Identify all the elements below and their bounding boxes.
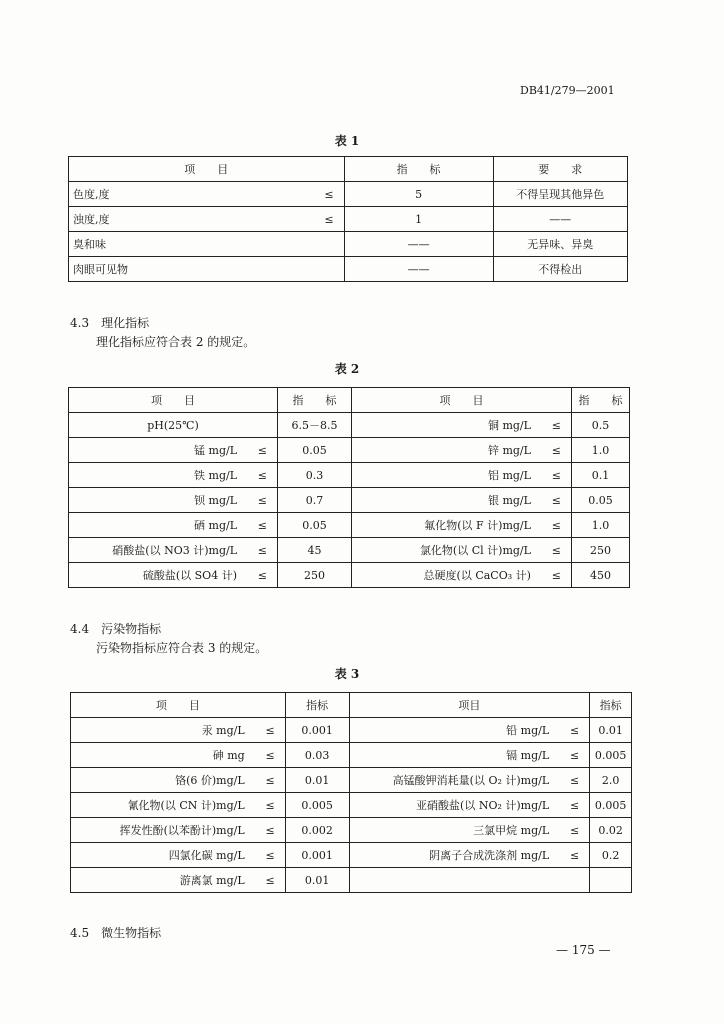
- table-row: [69, 413, 630, 438]
- table2-left-op: ≤: [241, 513, 278, 538]
- table3-left-value: 0.001: [285, 718, 349, 743]
- table2-left-value: 0.05: [278, 513, 352, 538]
- table-row: [69, 538, 630, 563]
- table2-left-value: 0.05: [278, 438, 352, 463]
- table1-item: 色度,度: [69, 182, 308, 207]
- table3-right-value: 0.005: [590, 793, 632, 818]
- table3-right-value: 0.02: [590, 818, 632, 843]
- table2-left-item: pH(25℃): [69, 413, 278, 438]
- table3-right-item: 三氯甲烷 mg/L: [349, 818, 553, 843]
- table2-left-value: 250: [278, 563, 352, 588]
- table2-right-op: ≤: [535, 563, 572, 588]
- table-row: [71, 793, 632, 818]
- table2-right-op: ≤: [535, 463, 572, 488]
- table2-right-item: 锌 mg/L: [352, 438, 535, 463]
- table3-left-op: ≤: [249, 818, 286, 843]
- table1-op: [308, 232, 345, 257]
- document-code: DB41/279—2001: [520, 84, 615, 97]
- table2-right-item: 氟化物(以 F 计)mg/L: [352, 513, 535, 538]
- table3-left-op: ≤: [249, 843, 286, 868]
- table3-right-op: ≤: [553, 768, 590, 793]
- table1-header: 项 目: [69, 157, 345, 182]
- table1-value: 1: [344, 207, 493, 232]
- table2-right-op: ≤: [535, 538, 572, 563]
- page-number: — 175 —: [556, 943, 611, 957]
- table2-right-value: 450: [571, 563, 629, 588]
- table2-right-value: 1.0: [571, 513, 629, 538]
- table3-right-value: 0.01: [590, 718, 632, 743]
- table3-right-op: ≤: [553, 793, 590, 818]
- table-row: [69, 438, 630, 463]
- section-4-3-text: 理化指标应符合表 2 的规定。: [96, 335, 256, 349]
- table3-left-item: 汞 mg/L: [71, 718, 249, 743]
- table-row: [69, 207, 628, 232]
- table2-right-value: 0.05: [571, 488, 629, 513]
- table1-value: ——: [344, 232, 493, 257]
- table2-left-op: ≤: [241, 463, 278, 488]
- table-row: [71, 768, 632, 793]
- table2-left-value: 0.7: [278, 488, 352, 513]
- table2-right-item: 总硬度(以 CaCO₃ 计): [352, 563, 535, 588]
- table3-right-item: [349, 868, 553, 893]
- table1-op: ≤: [308, 182, 345, 207]
- table-row: [69, 257, 628, 282]
- table2-left-op: ≤: [241, 563, 278, 588]
- table2-right-item: 银 mg/L: [352, 488, 535, 513]
- table3-left-op: ≤: [249, 793, 286, 818]
- table3-left-value: 0.03: [285, 743, 349, 768]
- table-row: [71, 868, 632, 893]
- table2-header: 项 目: [352, 388, 572, 413]
- table1-req: 不得呈现其他异色: [493, 182, 627, 207]
- table3-header: 指标: [590, 693, 632, 718]
- table2-left-item: 硫酸盐(以 SO4 计): [69, 563, 242, 588]
- table2-right-op: ≤: [535, 413, 572, 438]
- table3-left-item: 铬(6 价)mg/L: [71, 768, 249, 793]
- section-4-4-title: 4.4 污染物指标: [70, 622, 162, 636]
- table3-right-item: 高锰酸钾消耗量(以 O₂ 计)mg/L: [349, 768, 553, 793]
- table2-left-op: ≤: [241, 538, 278, 563]
- table3-right-op: ≤: [553, 818, 590, 843]
- table2-right-op: ≤: [535, 488, 572, 513]
- table2-right-item: 氯化物(以 Cl 计)mg/L: [352, 538, 535, 563]
- table1-op: ≤: [308, 207, 345, 232]
- table2-right-op: ≤: [535, 438, 572, 463]
- table3-right-op: [553, 868, 590, 893]
- table3-header: 指标: [285, 693, 349, 718]
- table-row: [71, 718, 632, 743]
- table3-left-item: 四氯化碳 mg/L: [71, 843, 249, 868]
- table-row: [69, 563, 630, 588]
- table3-left-op: ≤: [249, 868, 286, 893]
- table-row: [69, 182, 628, 207]
- table3-header: 项目: [349, 693, 589, 718]
- table2-caption: 表 2: [334, 362, 360, 376]
- table2: [68, 387, 630, 588]
- table3-right-item: 亚硝酸盐(以 NO₂ 计)mg/L: [349, 793, 553, 818]
- table2-left-item: 硒 mg/L: [69, 513, 242, 538]
- table1-op: [308, 257, 345, 282]
- table2-left-op: ≤: [241, 488, 278, 513]
- table1-header: 要 求: [493, 157, 627, 182]
- table1: [68, 156, 628, 282]
- table3-right-value: 2.0: [590, 768, 632, 793]
- table1-req: 不得检出: [493, 257, 627, 282]
- table2-left-value: 45: [278, 538, 352, 563]
- table1-value: ——: [344, 257, 493, 282]
- table2-left-item: 铁 mg/L: [69, 463, 242, 488]
- table1-header-row: [69, 157, 628, 182]
- table2-right-value: 250: [571, 538, 629, 563]
- table3-left-item: 砷 mg: [71, 743, 249, 768]
- table2-header: 指 标: [278, 388, 352, 413]
- table2-header-row: [69, 388, 630, 413]
- table3-left-op: ≤: [249, 743, 286, 768]
- table3-left-item: 氰化物(以 CN 计)mg/L: [71, 793, 249, 818]
- section-4-3-title: 4.3 理化指标: [70, 316, 150, 330]
- table1-req: 无异味、异臭: [493, 232, 627, 257]
- table2-right-op: ≤: [535, 513, 572, 538]
- table3-left-item: 游离氯 mg/L: [71, 868, 249, 893]
- table3-header-row: [71, 693, 632, 718]
- table2-left-item: 硝酸盐(以 NO3 计)mg/L: [69, 538, 242, 563]
- table3-right-value: [590, 868, 632, 893]
- table3-caption: 表 3: [334, 667, 360, 681]
- table3-right-item: 镉 mg/L: [349, 743, 553, 768]
- table3-right-value: 0.005: [590, 743, 632, 768]
- table1-item: 臭和味: [69, 232, 308, 257]
- table-row: [71, 743, 632, 768]
- table1-item: 浊度,度: [69, 207, 308, 232]
- table-row: [71, 818, 632, 843]
- table2-right-value: 1.0: [571, 438, 629, 463]
- table3-right-value: 0.2: [590, 843, 632, 868]
- table2-header: 指 标: [571, 388, 629, 413]
- table1-caption: 表 1: [334, 134, 360, 148]
- table3-left-value: 0.005: [285, 793, 349, 818]
- table3-left-value: 0.002: [285, 818, 349, 843]
- table-row: [69, 488, 630, 513]
- table3-left-value: 0.01: [285, 868, 349, 893]
- table3-left-op: ≤: [249, 718, 286, 743]
- table1-req: ——: [493, 207, 627, 232]
- table2-header: 项 目: [69, 388, 278, 413]
- table3-header: 项 目: [71, 693, 286, 718]
- table1-value: 5: [344, 182, 493, 207]
- table3-right-op: ≤: [553, 843, 590, 868]
- table3-right-op: ≤: [553, 718, 590, 743]
- table-row: [69, 463, 630, 488]
- table2-right-item: 铜 mg/L: [352, 413, 535, 438]
- table3-left-value: 0.001: [285, 843, 349, 868]
- table-row: [69, 513, 630, 538]
- table1-item: 肉眼可见物: [69, 257, 308, 282]
- table2-right-item: 铝 mg/L: [352, 463, 535, 488]
- table2-left-item: 锰 mg/L: [69, 438, 242, 463]
- table2-left-item: 钡 mg/L: [69, 488, 242, 513]
- section-4-4-text: 污染物指标应符合表 3 的规定。: [96, 641, 268, 655]
- table2-left-op: ≤: [241, 438, 278, 463]
- table3-left-op: ≤: [249, 768, 286, 793]
- table3-left-item: 挥发性酚(以苯酚计)mg/L: [71, 818, 249, 843]
- table3-left-value: 0.01: [285, 768, 349, 793]
- table3: [70, 692, 632, 893]
- table2-left-value: 0.3: [278, 463, 352, 488]
- table2-right-value: 0.1: [571, 463, 629, 488]
- table2-left-value: 6.5－8.5: [278, 413, 352, 438]
- table3-right-op: ≤: [553, 743, 590, 768]
- table2-right-value: 0.5: [571, 413, 629, 438]
- table-row: [71, 843, 632, 868]
- table3-right-item: 铅 mg/L: [349, 718, 553, 743]
- section-4-5-title: 4.5 微生物指标: [70, 926, 162, 940]
- table-row: [69, 232, 628, 257]
- table1-header: 指 标: [344, 157, 493, 182]
- table3-right-item: 阴离子合成洗涤剂 mg/L: [349, 843, 553, 868]
